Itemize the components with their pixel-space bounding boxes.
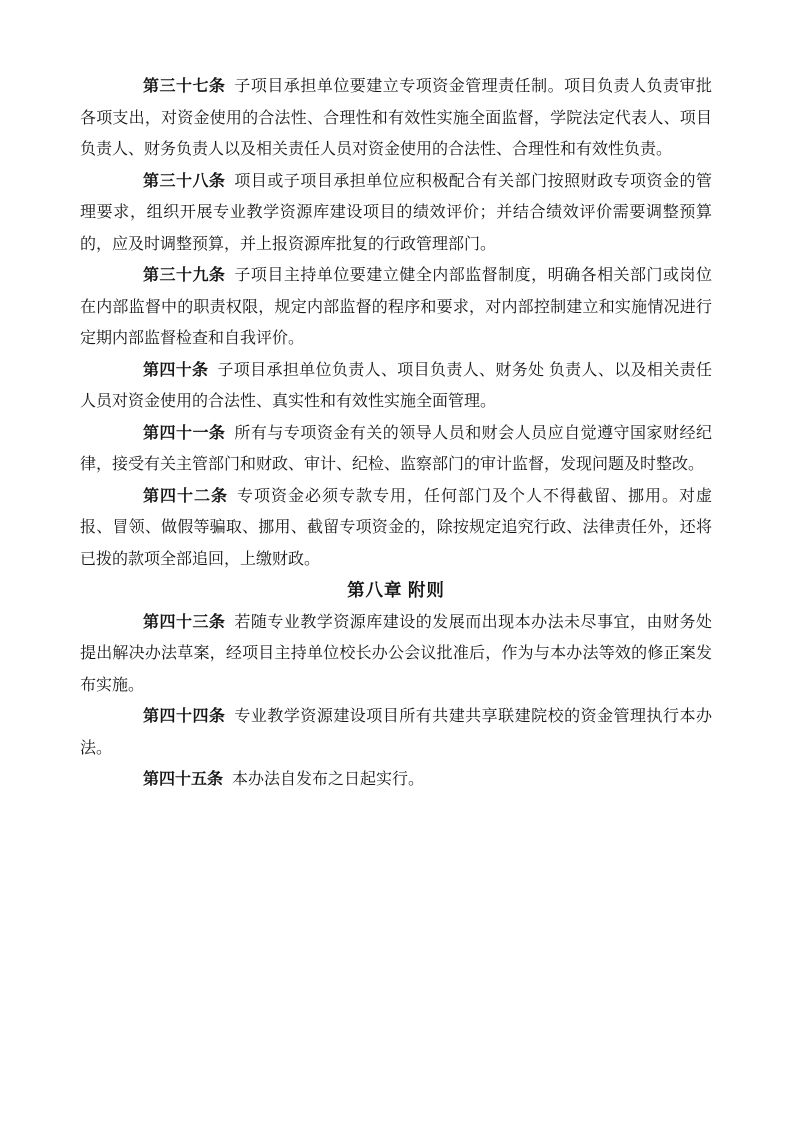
article-text: 本办法自发布之日起实行。 [232, 771, 425, 788]
chapter-heading: 第八章 附则 [347, 580, 445, 600]
article-paragraph [80, 418, 712, 481]
article-paragraph [80, 607, 712, 702]
article-number: 第三十八条 [143, 172, 226, 190]
article-number: 第四十四条 [143, 708, 226, 725]
article-number: 第四十一条 [143, 424, 226, 442]
article-text: 所有与专项资金有关的领导人员和财会人员应自觉遵守国家财经纪律，接受有关主管部门和财政、审计、纪检、监察部门的审计监督，发现问题及时整改。 [80, 424, 712, 473]
article-paragraph [80, 481, 712, 576]
article-number: 第四十三条 [143, 613, 226, 631]
article-text: 子项目承担单位要建立专项资金管理责任制。项目负责人负责审批各项支出，对资金使用的合法性、合理性和有效性实施全面监督，学院法定代表人、项目负责人、财务负责人以及相关责任人员对资金使用的合法性、合理性和有效性负责。 [80, 78, 712, 158]
article-number: 第四十五条 [143, 771, 224, 788]
article-text: 子项目承担单位负责人、项目负责人、财务处 负责人、以及相关责任人员对资金使用的合法性、真实性和有效性实施全面管理。 [80, 361, 712, 410]
article-number: 第三十九条 [143, 267, 226, 284]
article-paragraph [80, 701, 712, 764]
article-text: 项目或子项目承担单位应积极配合有关部门按照财政专项资金的管理要求，组织开展专业教学资源库建设项目的绩效评价；并结合绩效评价需要调整预算的，应及时调整预算，并上报资源库批复的行政管理部门。 [80, 172, 712, 253]
article-number: 第四十二条 [143, 487, 228, 505]
article-paragraph [80, 71, 712, 166]
article-paragraph [80, 166, 712, 261]
article-paragraph [80, 355, 712, 418]
article-paragraph [80, 260, 712, 355]
article-text: 专项资金必须专款专用，任何部门及个人不得截留、挪用。对虚报、冒领、做假等骗取、挪用、截留专项资金的，除按规定追究行政、法律责任外，还将已拨的款项全部追回，上缴财政。 [80, 487, 712, 568]
article-text: 子项目主持单位要建立健全内部监督制度，明确各相关部门或岗位在内部监督中的职责权限，规定内部监督的程序和要求，对内部控制建立和实施情况进行定期内部监督检查和自我评价。 [80, 267, 712, 347]
article-number: 第四十条 [143, 361, 209, 379]
article-number: 第三十七条 [143, 78, 226, 95]
article-text: 若随专业教学资源库建设的发展而出现本办法未尽事宜，由财务处提出解决办法草案，经项目主持单位校长办公会议批准后，作为与本办法等效的修正案发布实施。 [80, 613, 712, 694]
article-text: 专业教学资源建设项目所有共建共享联建院校的资金管理执行本办法。 [80, 708, 712, 757]
article-paragraph [80, 764, 712, 796]
